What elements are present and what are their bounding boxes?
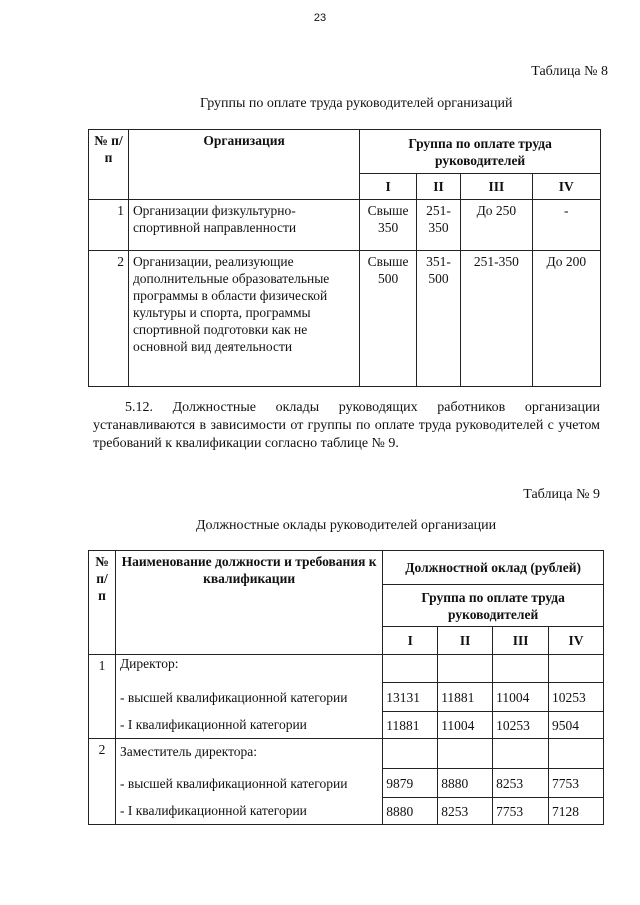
table9-header-num: № п/п (89, 551, 116, 655)
table8-header-org: Организация (128, 130, 359, 200)
empty-cell (383, 655, 438, 683)
qualification-label: - высшей квалификационной категории (115, 769, 382, 798)
table9-title: Должностные оклады руководителей организации (196, 518, 497, 533)
qualification-label: - I квалификационной категории (115, 712, 382, 739)
group-value: Свыше 350 (360, 200, 417, 251)
empty-cell (493, 739, 549, 769)
table8-header-group-1: I (360, 174, 417, 200)
empty-cell (383, 739, 438, 769)
salary-value: 11881 (438, 683, 493, 712)
table9-header-position: Наименование должности и требования к квалификации (115, 551, 382, 655)
table8-header-group-2: II (416, 174, 460, 200)
table8-caption: Таблица № 8 (531, 64, 608, 79)
salary-value: 8880 (383, 798, 438, 825)
table-row (89, 655, 604, 683)
table-row (89, 798, 604, 825)
empty-cell (438, 739, 493, 769)
table8-header-group-4: IV (532, 174, 600, 200)
paragraph-5-12: 5.12. Должностные оклады руководящих работников организации устанавливаются в зависимости от группы по оплате труда руководителей с учетом требований к квалификации согласно таблице № 9. (93, 400, 600, 451)
table8-header-group-3: III (461, 174, 532, 200)
empty-cell (438, 655, 493, 683)
row-number: 2 (89, 739, 116, 825)
salary-value: 11004 (438, 712, 493, 739)
group-value: Свыше 500 (360, 251, 417, 387)
table9-header-group-1: I (383, 627, 438, 655)
org-name: Организации физкультурно-спортивной направленности (128, 200, 359, 251)
position-title: Директор: (115, 655, 382, 683)
salary-value: 13131 (383, 683, 438, 712)
qualification-label: - высшей квалификационной категории (115, 683, 382, 712)
empty-cell (549, 655, 604, 683)
salary-value: 11004 (493, 683, 549, 712)
table-8 (88, 129, 601, 387)
table9-header-salary: Должностной оклад (рублей) (383, 551, 604, 585)
group-value: 251-350 (461, 251, 532, 387)
table9-header-group-2: II (438, 627, 493, 655)
salary-value: 10253 (493, 712, 549, 739)
salary-value: 11881 (383, 712, 438, 739)
row-number: 1 (89, 200, 129, 251)
table8-header-num: № п/п (89, 130, 129, 200)
table-9 (88, 550, 604, 825)
empty-cell (549, 739, 604, 769)
table9-header-group-4: IV (549, 627, 604, 655)
group-value: - (532, 200, 600, 251)
table-row (89, 251, 601, 387)
page-number: 23 (313, 12, 327, 24)
table-row (89, 769, 604, 798)
group-value: 251-350 (416, 200, 460, 251)
table-row (89, 739, 604, 769)
salary-value: 8253 (438, 798, 493, 825)
salary-value: 8880 (438, 769, 493, 798)
salary-value: 10253 (549, 683, 604, 712)
salary-value: 7128 (549, 798, 604, 825)
group-value: До 200 (532, 251, 600, 387)
salary-value: 7753 (549, 769, 604, 798)
group-value: 351-500 (416, 251, 460, 387)
group-value: До 250 (461, 200, 532, 251)
row-number: 2 (89, 251, 129, 387)
position-title: Заместитель директора: (115, 739, 382, 769)
org-name: Организации, реализующие дополнительные образовательные программы в области физической культуры и спорта, программы спортивной подготовки как не основной вид деятельности (128, 251, 359, 387)
salary-value: 7753 (493, 798, 549, 825)
table-row (89, 200, 601, 251)
table-row (89, 683, 604, 712)
table9-header-group: Группа по оплате труда руководителей (383, 585, 604, 627)
table8-title: Группы по оплате труда руководителей организаций (200, 96, 513, 111)
table9-caption: Таблица № 9 (523, 487, 600, 502)
table-row (89, 712, 604, 739)
table8-header-group: Группа по оплате труда руководителей (360, 130, 601, 174)
qualification-label: - I квалификационной категории (115, 798, 382, 825)
empty-cell (493, 655, 549, 683)
salary-value: 9504 (549, 712, 604, 739)
row-number: 1 (89, 655, 116, 739)
salary-value: 9879 (383, 769, 438, 798)
salary-value: 8253 (493, 769, 549, 798)
table9-header-group-3: III (493, 627, 549, 655)
